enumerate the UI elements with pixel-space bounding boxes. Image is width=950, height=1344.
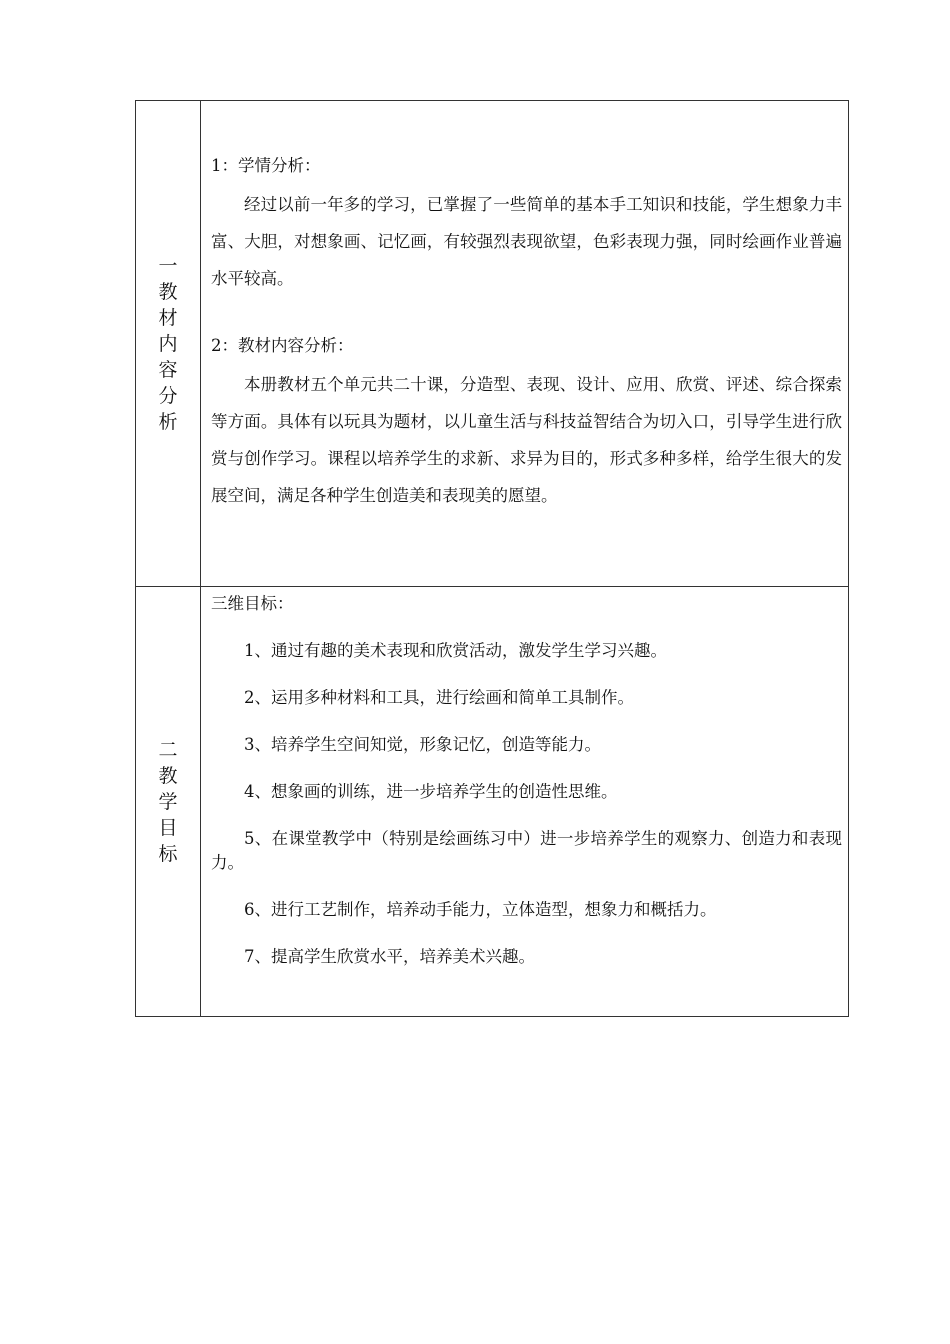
goal-item: 4、想象画的训练，进一步培养学生的创造性思维。	[244, 782, 618, 801]
row-teaching-goals	[136, 587, 849, 1017]
section-heading-teaching-goals: 二教学目标	[158, 738, 178, 865]
goal-item: 6、进行工艺制作，培养动手能力，立体造型，想象力和概括力。	[244, 900, 717, 919]
goal-item: 3、培养学生空间知觉，形象记忆，创造等能力。	[244, 735, 601, 754]
row-material-analysis	[136, 101, 849, 587]
student-analysis-text: 经过以前一年多的学习，已掌握了一些简单的基本手工知识和技能，学生想象力丰富、大胆，对想象画、记忆画，有较强烈表现欲望，色彩表现力强，同时绘画作业普遍水平较高。	[211, 195, 842, 288]
section-heading-material-analysis: 一教材内容分析	[158, 254, 178, 433]
student-analysis-title: 1：学情分析：	[211, 156, 321, 175]
section-content-cell	[201, 101, 849, 587]
section-header-cell	[136, 587, 201, 1017]
goal-item: 7、提高学生欣赏水平，培养美术兴趣。	[244, 947, 535, 966]
plan-table	[135, 100, 849, 1017]
material-analysis-text: 本册教材五个单元共二十课，分造型、表现、设计、应用、欣赏、评述、综合探索等方面。具体有以玩具为题材，以儿童生活与科技益智结合为切入口，引导学生进行欣赏与创作学习。课程以培养学生的求新、求异为目的，形式多种多样，给学生很大的发展空间，满足各种学生创造美和表现美的愿望。	[211, 375, 842, 505]
goal-item: 5、在课堂教学中（特别是绘画练习中）进一步培养学生的观察力、创造力和表现力。	[211, 829, 842, 872]
goal-item: 2、运用多种材料和工具，进行绘画和简单工具制作。	[244, 688, 634, 707]
section-header-cell	[136, 101, 201, 587]
three-dimension-goals-title: 三维目标：	[211, 594, 294, 613]
spacer	[211, 297, 842, 334]
section-content-cell	[201, 587, 849, 1017]
goal-item: 1、通过有趣的美术表现和欣赏活动，激发学生学习兴趣。	[244, 641, 667, 660]
material-analysis-title: 2：教材内容分析：	[211, 336, 354, 355]
